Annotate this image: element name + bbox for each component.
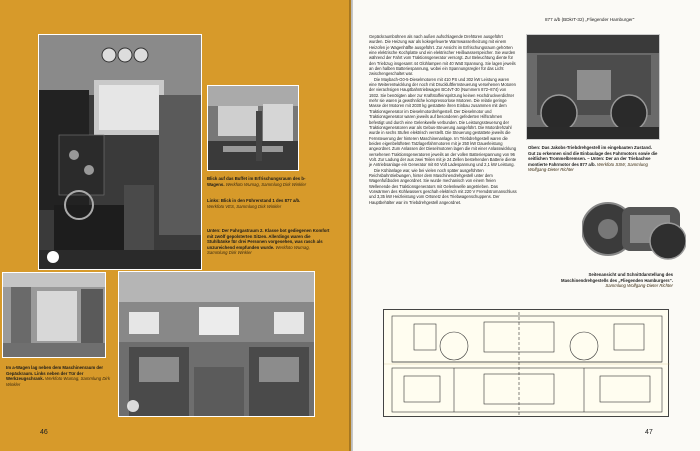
buffet-caption [207,176,317,187]
traction-motor-photo [582,179,686,265]
baggage-caption [6,365,110,387]
passenger-compartment-photo [118,271,315,417]
cab-photo [38,34,202,270]
cab-caption [207,198,317,209]
bogie-caption-text: Oben: Das Jakobs-Triebdrehgestell im eingebauten Zustand. Gut zu erkennen sind die Einbaulage des Fahrmotors sowie die seitlichen Trommelbremsen. – Unten: Der an der Triebachse montierte Fahrmotor des 877 a/b. [528,145,658,167]
baggage-caption-text: Im a-Wagen lag neben dem Maschinenraum der Gepäckraum. Links neben der Tür der Werkzeugschrank. [6,365,104,382]
drawing-caption-credit: Sammlung Wolfgang-Dieter Richter [605,283,673,289]
body-paragraph: Gepäckraumbühnen als nach außen aufschlagende Drehtüren ausgeführt wurden. Die Heizung war als kokegefeuerte Warmwasserheizung mit einem Heizofen je Wagenhälfte ausgeführt. Zur Ansicht im Erfrischungsraum gehörten eine elektrische Kochplatte und ein elektrischer Heißwasserspeicher. Sie wurden während der Fahrt vom Traktionsgenerator versorgt. Zur Beleuchtung diente für den Triebzug insgesamt 44 Glühlampen mit 40 Watt Spannung. Sie lagen jeweils an den halben Batteriespannung, wobei ein Spannungsregler für das Licht zwischengeschaltet war. [369,34,516,77]
body-paragraph: Die Kühlanlage war, wie bei vielen noch später ausgeführten Reichsbahntriebwagen, hinter dem Maschinendrehgestell unter dem Wagenfußboden angeordnet. Sie wurde mechanisch von einem freien Wellenende des Traktionsgenerators mit Gelenkwelle angetrieben. Das Vorwärmen des Kühlwassers geschah elektrisch mit 220 V Fremdstromanschluss und 3,35 kW Heizleistung vom Ortsnetz des Triebwagenschuppens. Der Hauptbehälter war im Triebdrehgestell angeordnet. [369,167,517,205]
passenger-caption-text: Unten: Der Fahrgastraum 2. Klasse bot gediegenen Komfort mit zwölf gepolsterten Sitzen. Allerdings waren die Stuhlbänke für drei Personen vorgesehen, was rasch als unzureichend empfunden wurde. [207,228,330,250]
right-page-number: 47 [645,429,653,436]
buffet-caption-credit: Werkfoto Wumag, Sammlung Dirk Winkler [225,181,307,187]
bogie-installed-photo [526,34,660,140]
drawing-caption [555,272,673,289]
left-page-number: 46 [40,429,48,436]
body-paragraph: Die Maybach-G0-5-Dieselmotoren mit 410 PS und 302 kW Leistung waren eine Weiterentwicklung der noch mit Druckluftfernsteuerung versehenen Motoren der vierachsigen Hauptbahntriebwagen BC4vT-30 (Nummern 872–874) von 1932. Sie benötigten aber zur Kraftstoffeinspritzung keinen Hochdruckverdichter mehr sie waren ja gewöhnliche kompressorlose Motoren. Die relativ geringe Masse der Motoren mit 2030 kg gestattete ihren Einbau zusammen mit dem Traktionsgenerator im Dieselmotordrehgestell. Der Dieselmotor und Traktionsgenerator waren jeweils auf besonderen gefederten Hilfsrahmen befestigt und durch eine Gelenkwelle verbunden. Die Leistungssteuerung der Traktionsgeneratoren war als Gebus-Steuerung ausgeführt. Die Motordrehzahl wurde in sechs Stufen elektrisch verstellt. Die Steuerung gestattete jeweils die Fernsteuerung der hinteren Maschinenanlage. Im Triebdrehgestell waren die beiden eigenbelüfteten Tatzlagerfahrmotoren mit je 250 kW Dauerleistung angeordnet. Zum Anlassen der Dieselmotoren lagen die mit einer Anlasswicklung versehenen Traktionsgeneratoren jeweils an der vollen Batteriespannung von 96 Volt. Zur Ladung der aus zwei Teilen mit je 24 Zellen bestehenden Batterie diente je Antriebsanlage ein Generator mit 60 Volt Ladespannung und 2,1 kW Leistung. [369,76,517,168]
baggage-caption-credit: Werkfoto Wumag, Sammlung Dirk Winkler [6,376,110,387]
buffet-photo [207,85,299,171]
buffet-caption-text: Blick auf das Buffet im Erfrischungsraum des b-Wagens. [207,176,306,187]
bogie-technical-drawing [383,309,669,417]
bogie-caption-credit: Werkfoto SSW, Sammlung Wolfgang-Dieter Richter [528,161,648,173]
body-text [369,34,517,205]
running-header: 877 a/b (BDkrT-32) „Fliegender Hamburger“ [545,17,635,22]
passenger-caption-credit: Werkfoto Wumag, Sammlung Dirk Winkler [207,244,310,256]
bogie-caption [528,145,660,173]
passenger-caption [207,228,331,256]
baggage-room-photo [2,272,106,358]
drawing-caption-text: Seitenansicht und Schnittdarstellung des Maschinendrehgestells des „Fliegenden Hamburgers“. [561,272,673,283]
cab-caption-text: Links: Blick in den Führerstand 1 des 877 a/b. [207,198,301,203]
cab-caption-credit: Werkfoto VES, Sammlung Dirk Winkler [207,203,282,209]
